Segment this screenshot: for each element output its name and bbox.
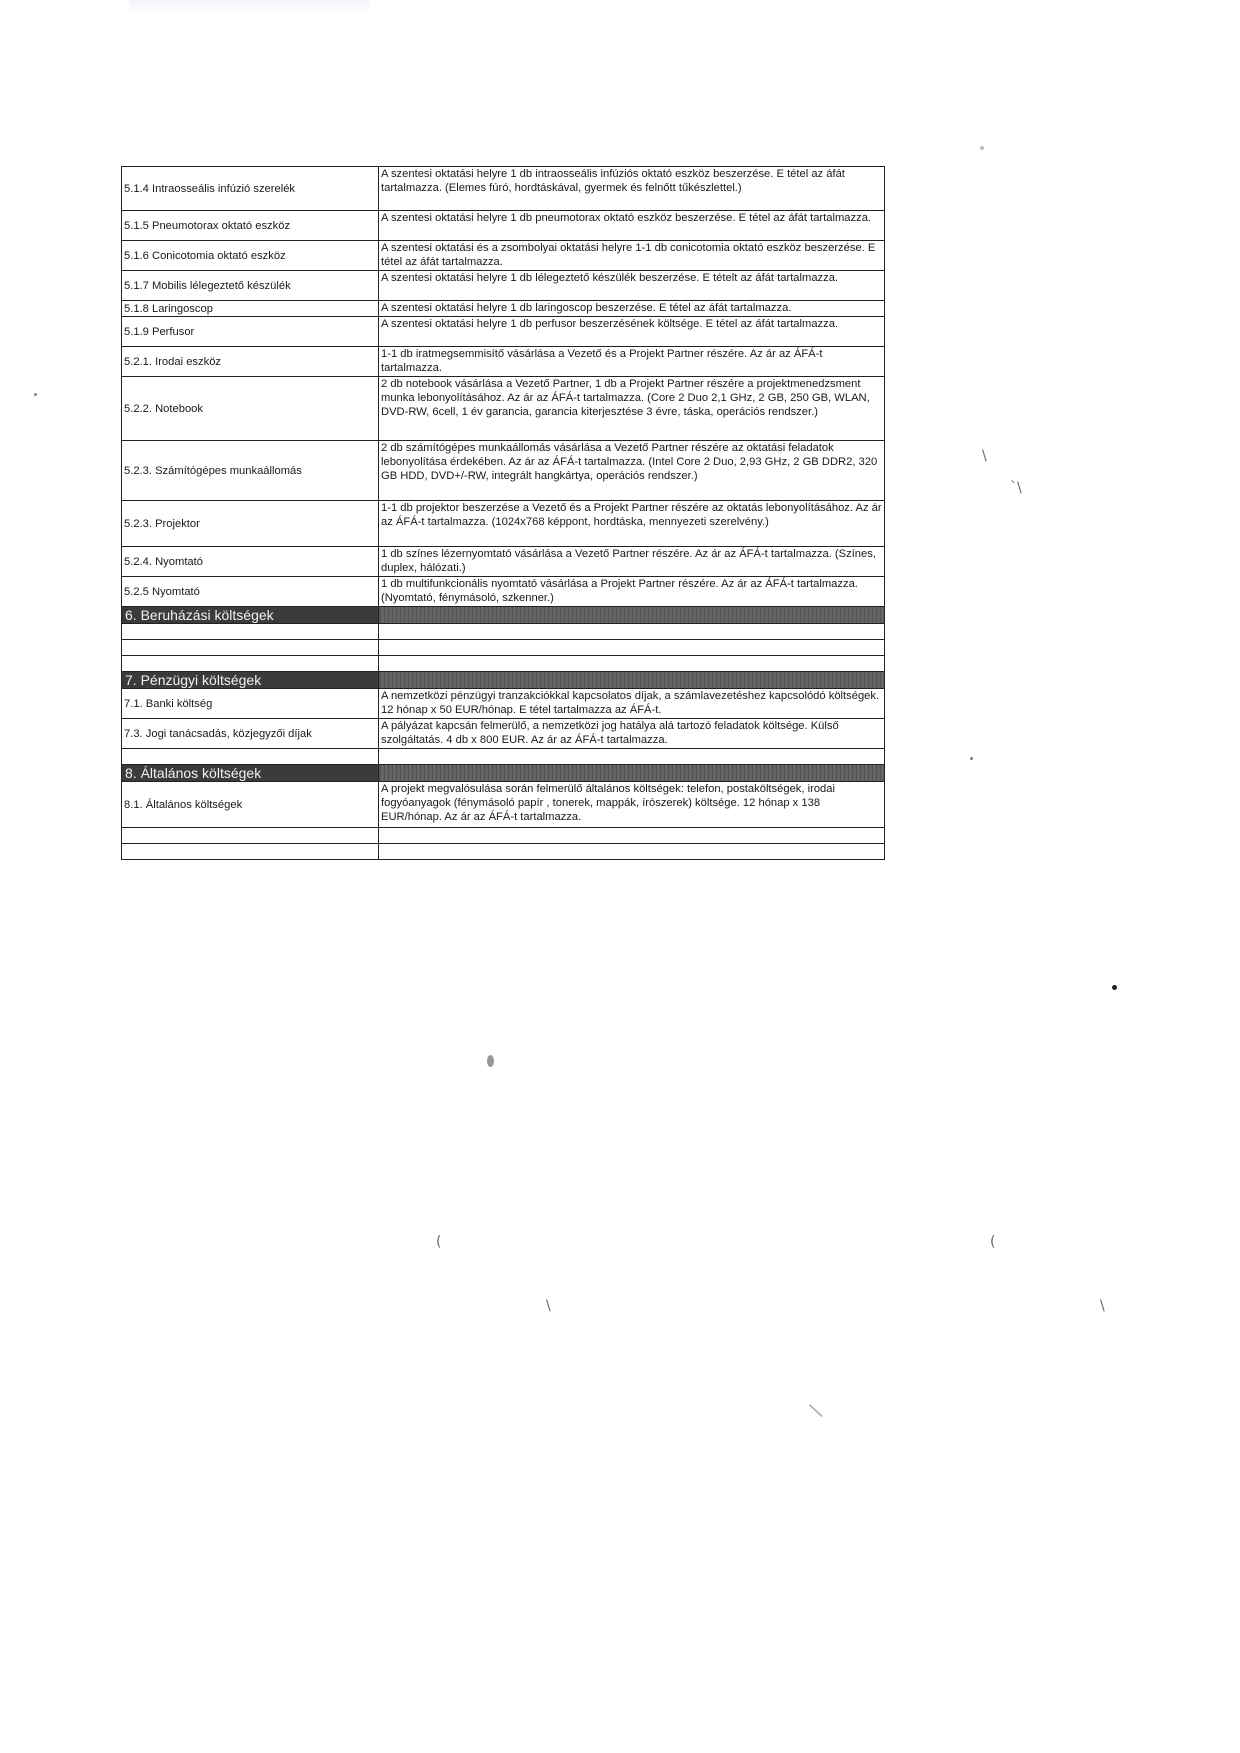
cost-item-description: A szentesi oktatási és a zsombolyai oktatási helyre 1-1 db conicotomia oktató eszköz beszerzése. E tétel az áfát tartalmazza. xyxy=(379,241,885,271)
empty-row xyxy=(122,640,885,656)
section-header-row xyxy=(122,672,885,689)
cost-table xyxy=(121,166,885,860)
scan-speck xyxy=(970,757,973,760)
scan-mark: `\ xyxy=(1010,480,1022,496)
scan-speck xyxy=(487,1055,494,1067)
cost-item-label: 7.3. Jogi tanácsadás, közjegyzői díjak xyxy=(122,719,379,749)
scan-mark: \ xyxy=(1100,1298,1105,1314)
cost-item-label xyxy=(122,624,379,640)
cost-item-label: 5.1.9 Perfusor xyxy=(122,317,379,347)
cost-item-row xyxy=(122,167,885,211)
scan-mark: ( xyxy=(990,1234,996,1250)
cost-item-label xyxy=(122,828,379,844)
section-header-row xyxy=(122,765,885,782)
cost-item-label xyxy=(122,749,379,765)
scan-speck xyxy=(34,393,37,396)
cost-item-description: 1 db színes lézernyomtató vásárlása a Vezető Partner részére. Az ár az ÁFÁ-t tartalmazza. (Színes, duplex, hálózati.) xyxy=(379,547,885,577)
scan-mark: \ xyxy=(806,1397,825,1423)
cost-item-description: 1-1 db iratmegsemmisítő vásárlása a Vezető és a Projekt Partner részére. Az ár az ÁFÁ-t tartalmazza. xyxy=(379,347,885,377)
cost-item-description: A szentesi oktatási helyre 1 db lélegeztető készülék beszerzése. E tételt az áfát tartalmazza. xyxy=(379,271,885,301)
cost-item-label xyxy=(122,844,379,860)
cost-item-description: A szentesi oktatási helyre 1 db laringoscop beszerzése. E tétel az áfát tartalmazza. xyxy=(379,301,885,317)
cost-item-row xyxy=(122,377,885,441)
cost-item-description xyxy=(379,624,885,640)
cost-item-description: A projekt megvalósulása során felmerülő általános költségek: telefon, postaköltségek, irodai fogyóanyagok (fénymásoló papír , tonerek, mappák, írószerek) költsége. 12 hónap x 138 EUR/hónap. Az ár az ÁFÁ-t tartalmazza. xyxy=(379,782,885,828)
cost-item-description xyxy=(379,749,885,765)
cost-item-description xyxy=(379,828,885,844)
section-title: 8. Általános költségek xyxy=(122,765,379,782)
cost-item-description: A szentesi oktatási helyre 1 db pneumotorax oktató eszköz beszerzése. E tétel az áfát tartalmazza. xyxy=(379,211,885,241)
cost-item-row xyxy=(122,547,885,577)
section-header-fill xyxy=(379,607,885,624)
cost-item-description: A pályázat kapcsán felmerülő, a nemzetközi jog hatálya alá tartozó feladatok költsége. Külső szolgáltatás. 4 db x 800 EUR. Az ár az ÁFÁ-t tartalmazza. xyxy=(379,719,885,749)
cost-item-row xyxy=(122,501,885,547)
cost-item-row xyxy=(122,317,885,347)
scan-speck xyxy=(980,146,984,150)
empty-row xyxy=(122,656,885,672)
section-title: 7. Pénzügyi költségek xyxy=(122,672,379,689)
empty-row xyxy=(122,749,885,765)
cost-item-label: 5.1.4 Intraosseális infúzió szerelék xyxy=(122,167,379,211)
cost-item-label xyxy=(122,640,379,656)
cost-item-row xyxy=(122,689,885,719)
cost-item-label xyxy=(122,656,379,672)
cost-item-description: A szentesi oktatási helyre 1 db perfusor beszerzésének költsége. E tétel az áfát tartalmazza. xyxy=(379,317,885,347)
cost-item-row xyxy=(122,719,885,749)
cost-item-row xyxy=(122,347,885,377)
section-title: 6. Beruházási költségek xyxy=(122,607,379,624)
cost-item-label: 5.1.5 Pneumotorax oktató eszköz xyxy=(122,211,379,241)
cost-item-description: 2 db számítógépes munkaállomás vásárlása a Vezető Partner részére az oktatási feladatok lebonyolítása érdekében. Az ár az ÁFÁ-t tartalmazza. (Intel Core 2 Duo, 2,93 GHz, 2 GB DDR2, 320 GB HDD, DVD+/-RW, integrált hangkártya, operációs rendszer.) xyxy=(379,441,885,501)
scan-edge-artifact xyxy=(130,0,370,14)
cost-item-row xyxy=(122,441,885,501)
scan-mark: ( xyxy=(436,1234,442,1250)
cost-table-sheet xyxy=(121,166,882,860)
cost-item-description: 1 db multifunkcionális nyomtató vásárlása a Projekt Partner részére. Az ár az ÁFÁ-t tartalmazza. (Nyomtató, fénymásoló, szkenner.) xyxy=(379,577,885,607)
cost-item-label: 5.2.2. Notebook xyxy=(122,377,379,441)
cost-item-row xyxy=(122,271,885,301)
cost-item-description: 1-1 db projektor beszerzése a Vezető és a Projekt Partner részére az oktatás lebonyolításához. Az ár az ÁFÁ-t tartalmazza. (1024x768 képpont, hordtáska, mennyezeti szerelvény.) xyxy=(379,501,885,547)
scan-mark: \ xyxy=(982,448,987,464)
cost-item-label: 5.2.5 Nyomtató xyxy=(122,577,379,607)
empty-row xyxy=(122,844,885,860)
section-header-fill xyxy=(379,672,885,689)
cost-item-label: 5.1.7 Mobilis lélegeztető készülék xyxy=(122,271,379,301)
cost-item-row xyxy=(122,782,885,828)
empty-row xyxy=(122,828,885,844)
cost-item-label: 5.2.4. Nyomtató xyxy=(122,547,379,577)
section-header-row xyxy=(122,607,885,624)
cost-item-label: 5.2.3. Projektor xyxy=(122,501,379,547)
cost-item-label: 5.2.1. Irodai eszköz xyxy=(122,347,379,377)
cost-item-description: A szentesi oktatási helyre 1 db intraosseális infúziós oktató eszköz beszerzése. E tétel az áfát tartalmazza. (Elemes fúró, hordtáskával, gyermek és felnőtt tűkészlettel.) xyxy=(379,167,885,211)
cost-item-label: 7.1. Banki költség xyxy=(122,689,379,719)
cost-item-row xyxy=(122,241,885,271)
cost-item-label: 5.1.6 Conicotomia oktató eszköz xyxy=(122,241,379,271)
cost-item-description: A nemzetközi pénzügyi tranzakciókkal kapcsolatos díjak, a számlavezetéshez kapcsolódó költségek. 12 hónap x 50 EUR/hónap. E tétel tartalmazza az ÁFÁ-t. xyxy=(379,689,885,719)
scan-mark: \ xyxy=(546,1298,551,1314)
cost-item-label: 5.1.8 Laringoscop xyxy=(122,301,379,317)
empty-row xyxy=(122,624,885,640)
cost-item-description: 2 db notebook vásárlása a Vezető Partner, 1 db a Projekt Partner részére a projektmenedzsment munka lebonyolításához. Az ár az ÁFÁ-t tartalmazza. (Core 2 Duo 2,1 GHz, 2 GB, 250 GB, WLAN, DVD-RW, 6cell, 1 év garancia, garancia kiterjesztése 3 évre, táska, operációs rendszer.) xyxy=(379,377,885,441)
cost-item-description xyxy=(379,844,885,860)
cost-item-label: 8.1. Általános költségek xyxy=(122,782,379,828)
cost-item-row xyxy=(122,577,885,607)
cost-item-description xyxy=(379,640,885,656)
scan-speck xyxy=(1112,985,1117,990)
section-header-fill xyxy=(379,765,885,782)
cost-item-row xyxy=(122,301,885,317)
cost-table-body xyxy=(122,167,885,860)
cost-item-description xyxy=(379,656,885,672)
cost-item-label: 5.2.3. Számítógépes munkaállomás xyxy=(122,441,379,501)
cost-item-row xyxy=(122,211,885,241)
